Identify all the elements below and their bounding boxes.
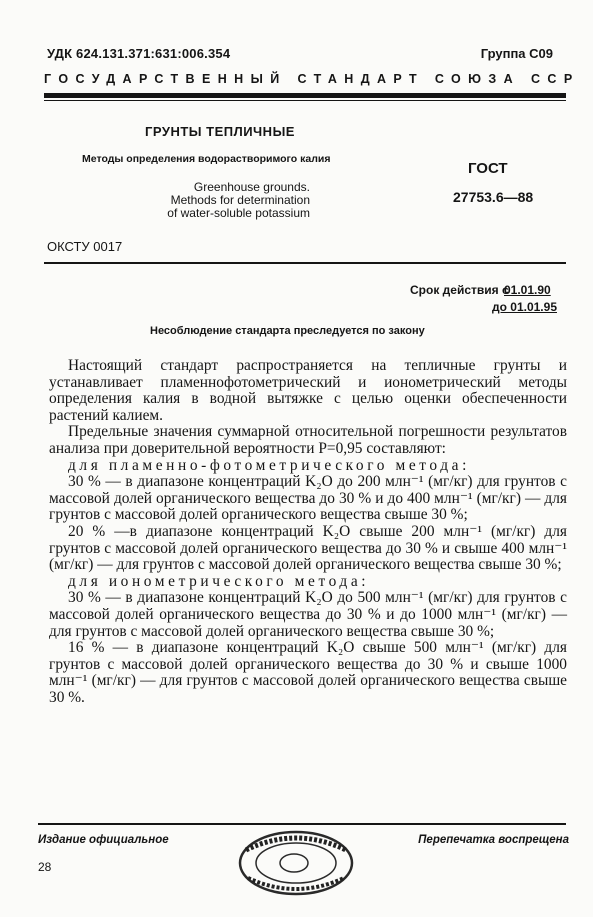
official-edition-label: Издание официальное (38, 834, 169, 846)
body-text (49, 358, 567, 706)
body-paragraph: 30 % — в диапазоне концентраций K₂O до 200 млн⁻¹ (мг/кг) для грунтов с массовой долей органического вещества до 30 % и до 400 млн⁻¹ (мг/кг) — для грунтов с массовой долей органического вещества свыше 30 %; (49, 473, 567, 524)
udk-code: УДК 624.131.371:631:006.354 (47, 46, 231, 61)
body-paragraph: Предельные значения суммарной относительной погрешности результатов анализа при доверительной вероятности P=0,95 составляют: (49, 423, 567, 457)
okstu-code: ОКСТУ 0017 (47, 239, 123, 254)
legal-notice: Несоблюдение стандарта преследуется по закону (150, 325, 425, 337)
document-subtitle: Методы определения водорастворимого калия (82, 153, 331, 165)
body-paragraph: 30 % — в диапазоне концентраций K₂O до 500 млн⁻¹ (мг/кг) для грунтов с массовой долей органического вещества до 30 % и до 1000 млн⁻¹ (мг/кг) — для грунтов с массовой долей органического вещества свыше 30 %; (49, 589, 567, 640)
body-paragraph: 20 % —в диапазоне концентраций K₂O свыше 200 млн⁻¹ (мг/кг) для грунтов с массовой долей органического вещества до 30 % и свыше 400 млн⁻¹ (мг/кг) — для грунтов с массовой долей органического вещества свыше 30 %; (49, 522, 567, 574)
english-title-line: Greenhouse grounds. (193, 180, 310, 194)
body-paragraph: Настоящий стандарт распространяется на тепличные грунты и устанавливает пламеннофотометрический и ионометрический методы определения калия в водной вытяжке с целью оценки обеспеченности растений калием. (49, 357, 567, 424)
library-stamp-icon (236, 828, 356, 898)
validity-label: Срок действия с (410, 283, 509, 297)
gost-number: 27753.6—88 (453, 189, 534, 205)
header-rule-thin (44, 100, 566, 101)
section-rule (44, 262, 566, 264)
english-title-line: of water-soluble potassium (167, 206, 310, 220)
method-heading: для пламенно-фотометрического метода: (68, 456, 470, 474)
method-heading: для ионометрического метода: (68, 572, 370, 590)
page-number: 28 (38, 860, 52, 874)
gost-label: ГОСТ (468, 160, 508, 177)
document-title: ГРУНТЫ ТЕПЛИЧНЫЕ (145, 124, 295, 139)
group-code: Группа С09 (480, 46, 553, 61)
footer-rule (38, 823, 566, 825)
header-rule-thick (44, 93, 566, 98)
reprint-prohibited-label: Перепечатка воспрещена (418, 834, 569, 846)
org-header: ГОСУДАРСТВЕННЫЙ СТАНДАРТ СОЮЗА ССР (44, 72, 580, 86)
body-paragraph: 16 % — в диапазоне концентраций K₂O свыше 500 млн⁻¹ (мг/кг) для грунтов с массовой долей органического вещества до 30 % и свыше 1000 млн⁻¹ (мг/кг) — для грунтов с массовой долей органического вещества свыше 30 %. (49, 639, 567, 706)
english-title (110, 181, 310, 220)
validity-to: до 01.01.95 (492, 300, 557, 314)
english-title-line: Methods for determination (170, 193, 310, 207)
validity-from: 01.01.90 (504, 283, 551, 297)
